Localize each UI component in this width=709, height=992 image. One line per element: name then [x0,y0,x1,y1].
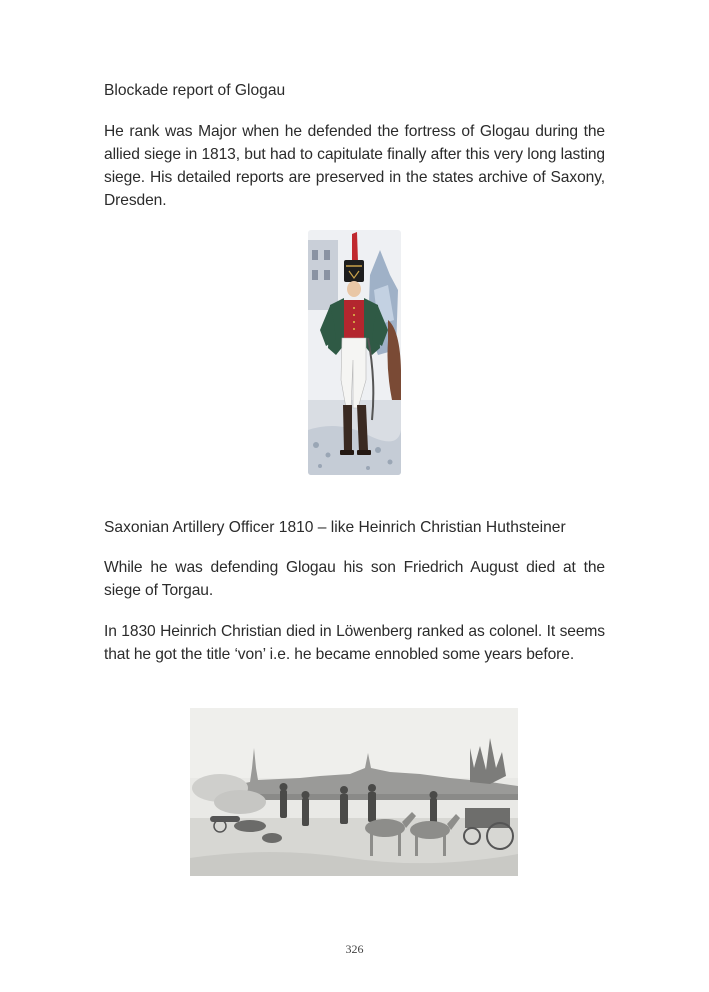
paragraph-2 [104,556,605,602]
figure-caption: Saxonian Artillery Officer 1810 – like Heinrich Christian Huthsteiner [104,519,566,536]
section-heading: Blockade report of Glogau [104,82,286,99]
siege-sketch-image [190,708,518,876]
paragraph-text: In 1830 Heinrich Christian died in Löwenberg ranked as colonel. It seems that he got the title ‘von’ i.e. he became ennobled some years before. [104,623,605,663]
caption-artillery-officer [104,516,605,539]
officer-figure-image [308,230,401,475]
paragraph-1 [104,120,605,212]
page-number: 326 [345,942,364,956]
siege-sketch-illustration [190,708,518,876]
paragraph-text: While he was defending Glogau his son Friedrich August died at the siege of Torgau. [104,559,605,599]
officer-illustration [308,230,401,475]
heading-blockade-report [104,79,605,102]
paragraph-3 [104,620,605,666]
paragraph-text: He rank was Major when he defended the fortress of Glogau during the allied siege in 1813, but had to capitulate finally after this very long lasting siege. His detailed reports are preserved in the states archive of Saxony, Dresden. [104,123,605,209]
